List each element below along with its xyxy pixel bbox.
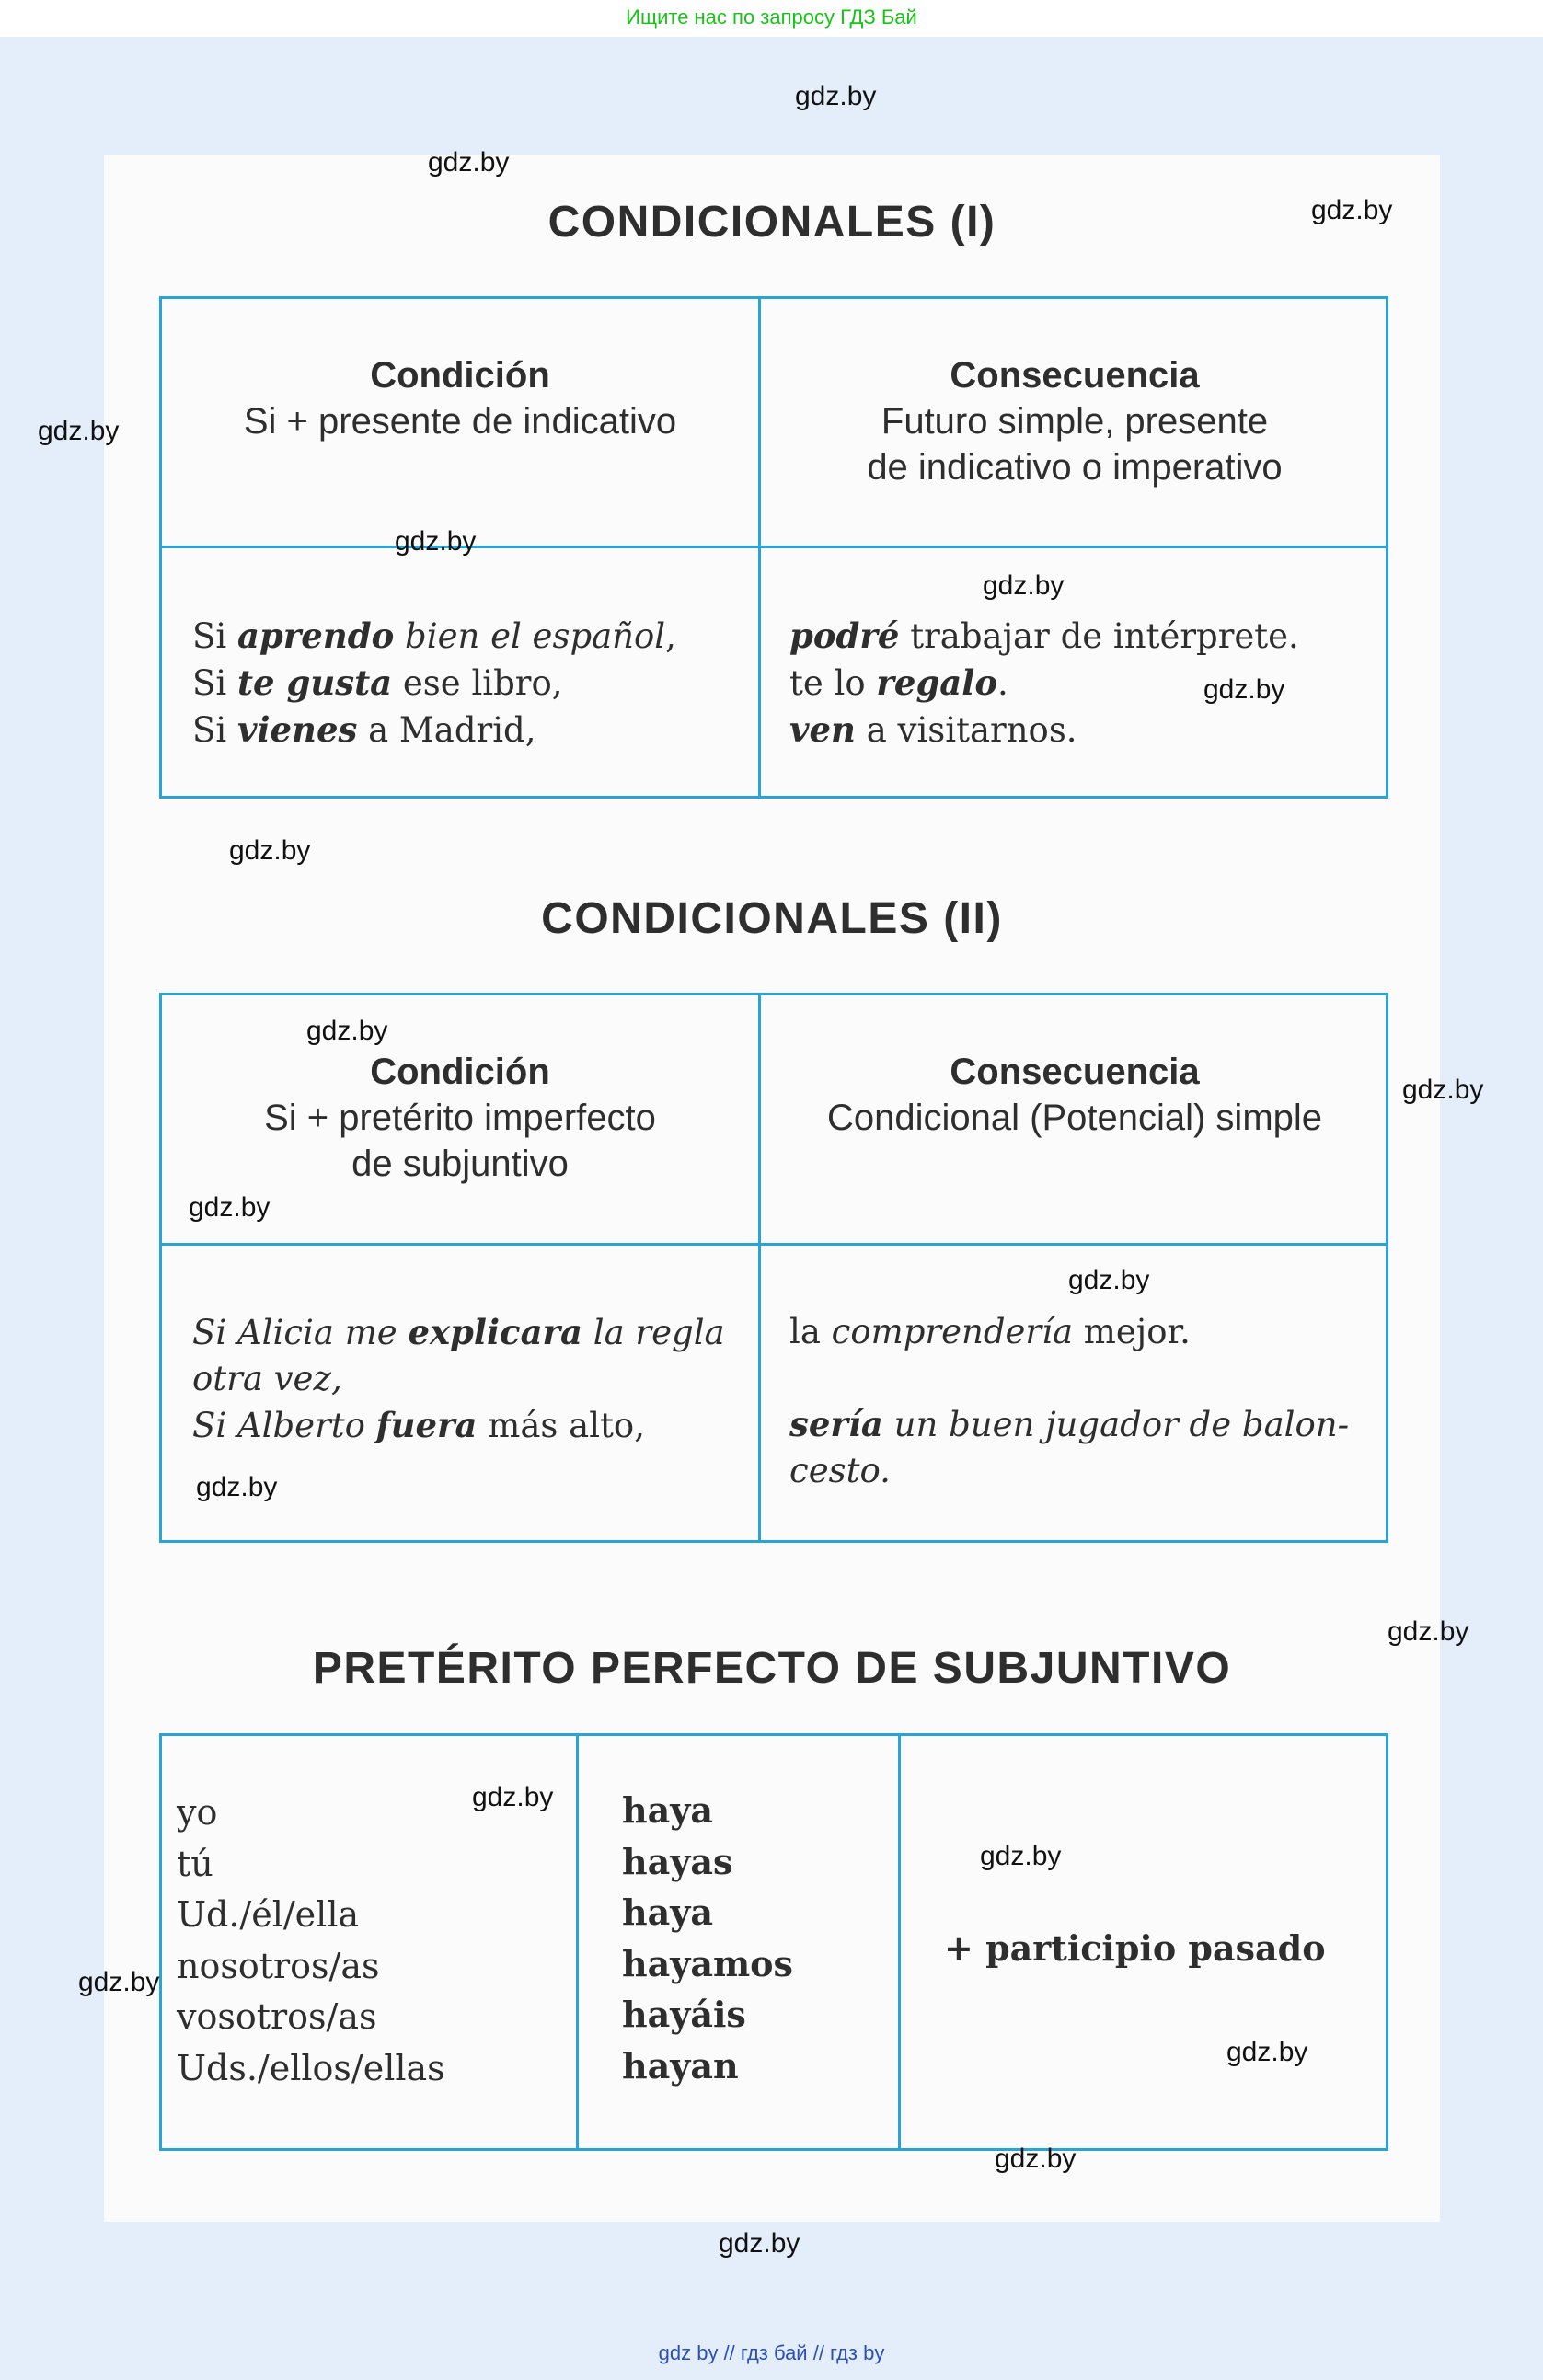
watermark: gdz.by — [1203, 674, 1285, 705]
example-text: más alto, — [477, 1406, 645, 1445]
footer-links: gdz by // гдз бай // гдз by — [658, 2341, 885, 2364]
example-line — [192, 613, 744, 660]
verb-form: explicara — [408, 1312, 583, 1352]
example-text: te lo — [789, 663, 877, 703]
watermark: gdz.by — [1388, 1616, 1469, 1647]
example-text: la — [789, 1312, 832, 1351]
watermark: gdz.by — [395, 526, 477, 557]
consequence-examples — [789, 613, 1378, 753]
watermark: gdz.by — [306, 1016, 388, 1046]
consequence-header — [761, 1049, 1388, 1141]
watermark: gdz.by — [1311, 195, 1393, 225]
watermark: gdz.by — [189, 1192, 271, 1223]
example-text: . — [997, 663, 1008, 703]
haber-form: hayáis — [622, 1994, 746, 2035]
watermark: gdz.by — [1068, 1265, 1150, 1295]
example-text: la regla — [582, 1313, 725, 1352]
example-text: a Madrid, — [357, 710, 536, 750]
verb-form: podré — [789, 615, 900, 656]
example-text: trabajar de intérprete. — [899, 616, 1299, 656]
example-line — [192, 1402, 754, 1449]
example-line — [192, 1356, 754, 1402]
section-title-condicionales-2: CONDICIONALES (II) — [541, 894, 1003, 943]
watermark: gdz.by — [1402, 1075, 1484, 1105]
example-text: Si — [192, 710, 237, 750]
verb-form: te gusta — [236, 662, 393, 703]
example-line — [192, 660, 744, 707]
watermark: gdz.by — [196, 1472, 278, 1502]
consequence-heading: Consecuencia — [950, 355, 1200, 396]
condition-rule: Si + pretérito imperfecto — [264, 1098, 656, 1138]
grammar-page — [104, 155, 1440, 2222]
example-text: mejor. — [1073, 1312, 1191, 1351]
example-line — [789, 707, 1378, 753]
pronoun: tú — [177, 1843, 213, 1884]
condition-heading: Condición — [370, 355, 550, 396]
watermark: gdz.by — [719, 2228, 800, 2259]
consequence-rule: Futuro simple, presente — [881, 401, 1269, 442]
watermark: gdz.by — [983, 570, 1065, 601]
watermark: gdz.by — [472, 1782, 554, 1812]
example-line — [192, 707, 744, 753]
example-line — [789, 1309, 1378, 1355]
example-text: cesto. — [789, 1451, 891, 1490]
watermark: gdz.by — [38, 416, 120, 446]
watermark: gdz.by — [428, 147, 510, 178]
example-text: , — [665, 616, 676, 656]
haber-forms — [622, 1785, 889, 2091]
pronoun: nosotros/as — [177, 1945, 380, 1986]
verb-form: vienes — [236, 709, 358, 750]
participle-rule — [944, 1923, 1386, 1974]
participle-rule-text: + participio pasado — [944, 1927, 1326, 1969]
verb-form: ven — [789, 709, 856, 750]
table-condicionales-1 — [159, 296, 1388, 799]
section-title-perfecto: PRETÉRITO PERFECTO DE SUBJUNTIVO — [312, 1644, 1232, 1693]
haber-form: hayas — [622, 1840, 733, 1882]
table-perfecto — [159, 1733, 1388, 2151]
haber-form: haya — [622, 1789, 713, 1831]
divider — [576, 1736, 579, 2148]
condition-examples — [192, 1309, 754, 1449]
example-text: comprendería — [831, 1312, 1073, 1351]
pronoun: vosotros/as — [177, 1996, 377, 2037]
divider — [162, 546, 1386, 548]
example-line — [789, 1401, 1378, 1448]
pronoun-list — [177, 1788, 563, 2094]
haber-form: hayan — [622, 2044, 739, 2087]
watermark: gdz.by — [795, 81, 877, 111]
example-text: Si Alicia me — [192, 1313, 409, 1352]
haber-form: hayamos — [622, 1942, 793, 1984]
example-line — [789, 660, 1378, 707]
verb-form: fuera — [375, 1405, 478, 1445]
verb-form: regalo — [876, 662, 998, 703]
pronoun: Uds./ellos/ellas — [177, 2047, 445, 2088]
consequence-rule: de indicativo o imperativo — [867, 447, 1283, 488]
watermark: gdz.by — [229, 835, 311, 866]
verb-form: sería — [789, 1404, 883, 1444]
example-text: Si — [192, 616, 237, 656]
example-text: un buen jugador de balon- — [882, 1405, 1350, 1444]
example-text: ese libro, — [392, 663, 563, 703]
condition-header — [162, 1049, 758, 1187]
example-line — [789, 1355, 1378, 1401]
divider — [162, 1243, 1386, 1246]
top-banner: Ищите нас по запросу ГДЗ Бай — [0, 0, 1543, 37]
table-condicionales-2 — [159, 993, 1388, 1543]
example-line — [789, 613, 1378, 660]
example-line — [789, 1448, 1378, 1494]
consequence-heading: Consecuencia — [950, 1052, 1200, 1092]
example-text: otra vez, — [192, 1359, 342, 1398]
consequence-rule: Condicional (Potencial) simple — [826, 1098, 1323, 1138]
verb-form: aprendo — [236, 615, 395, 656]
condition-rule: de subjuntivo — [351, 1144, 569, 1184]
condition-examples — [192, 613, 744, 753]
condition-header — [162, 352, 758, 444]
condition-heading: Condición — [370, 1052, 550, 1092]
consequence-examples — [789, 1309, 1378, 1494]
example-text: Si — [192, 663, 237, 703]
condition-rule: Si + presente de indicativo — [243, 401, 677, 442]
example-text: a visitarnos. — [855, 710, 1077, 750]
watermark: gdz.by — [78, 1967, 160, 1997]
example-line — [192, 1309, 754, 1356]
consequence-header — [761, 352, 1388, 490]
example-text: bien el español — [394, 616, 666, 656]
watermark: gdz.by — [995, 2144, 1077, 2174]
example-text: Si Alberto — [192, 1406, 376, 1445]
pronoun: Ud./él/ella — [177, 1894, 360, 1935]
haber-form: haya — [622, 1891, 713, 1933]
section-title-condicionales-1: CONDICIONALES (I) — [547, 198, 996, 247]
pronoun: yo — [177, 1792, 218, 1833]
watermark: gdz.by — [980, 1841, 1062, 1871]
watermark: gdz.by — [1226, 2037, 1308, 2067]
divider — [898, 1736, 901, 2148]
